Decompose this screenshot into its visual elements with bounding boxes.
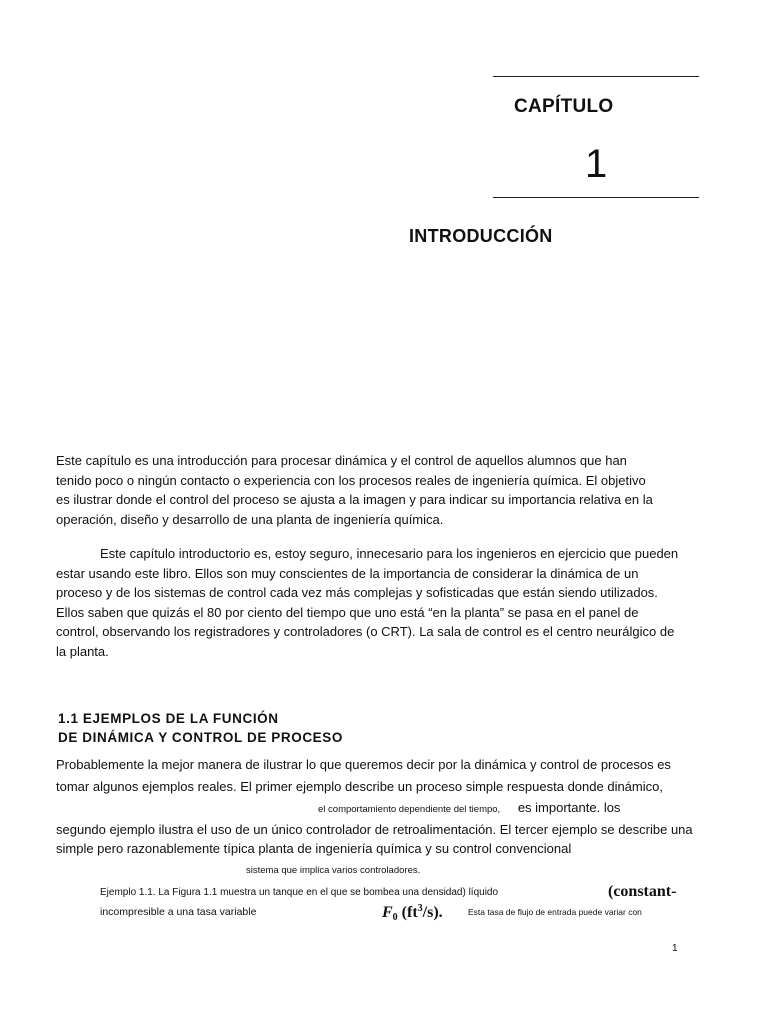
text-line (56, 798, 688, 820)
section-heading-line: 1.1 EJEMPLOS DE LA FUNCIÓN (58, 711, 279, 726)
section-heading-line: DE DINÁMICA Y CONTROL DE PROCESO (58, 730, 343, 745)
text-line: Este capítulo introductorio es, estoy seguro, innecesario para los ingenieros en ejercicio que pueden (100, 546, 679, 561)
chapter-title: INTRODUCCIÓN (409, 226, 553, 246)
text-line: tenido poco o ningún contacto o experiencia con los procesos reales de ingeniería química. El objetivo (56, 472, 646, 488)
text-line: proceso y de los sistemas de control cada vez más complejas y sofisticadas que están siendo utilizados. (56, 585, 658, 600)
text-line: Probablemente la mejor manera de ilustrar lo que queremos decir por la dinámica y control de procesos es (56, 757, 671, 772)
intro-paragraph (56, 451, 688, 529)
flow-formula (382, 903, 443, 923)
text-line: estar usando este libro. Ellos son muy conscientes de la importancia de considerar la dinámica de un (56, 565, 639, 581)
text-line (56, 859, 688, 881)
top-rule (493, 76, 699, 77)
section-paragraph (56, 755, 693, 880)
flow-unit-close: /s). (422, 904, 443, 921)
section-heading (58, 709, 343, 747)
text-line: operación, diseño y desarrollo de una planta de ingeniería química. (56, 511, 444, 527)
small-text: sistema que implica varios controladores. (246, 864, 421, 876)
text-line: control, observando los registradores y controladores (o CRT). La sala de control es el centro neurálgico de (56, 624, 675, 639)
example-text: Ejemplo 1.1. La Figura 1.1 muestra un tanque en el que se bombea una densidad) líquido (100, 887, 499, 898)
text-line: la planta. (56, 643, 109, 659)
chapter-number: 1 (585, 142, 608, 186)
example-line-1 (100, 883, 700, 905)
chapter-label: CAPÍTULO (514, 96, 614, 117)
page-number: 1 (672, 943, 678, 954)
example-constant-text: (constant- (608, 883, 677, 900)
text-fragment: es importante. los (517, 800, 621, 815)
example-line-2 (100, 903, 700, 927)
text-line: es ilustrar donde el control del proceso se ajusta a la imagen y para indicar su importancia relativa en la (56, 492, 653, 507)
second-paragraph (56, 544, 688, 661)
small-text: el comportamiento dependiente del tiempo, (318, 804, 501, 815)
flow-subscript: 0 (392, 912, 398, 923)
flow-unit: (ft (401, 904, 418, 921)
bottom-rule (493, 197, 699, 198)
flow-unit-exponent: 3 (417, 903, 423, 914)
text-line: Ellos saben que quizás el 80 por ciento del tiempo que uno está “en la planta” se pasa en el panel de (56, 604, 639, 620)
text-line: simple pero razonablemente típica planta de ingeniería química y su control convencional (56, 841, 572, 856)
text-line: Este capítulo es una introducción para procesar dinámica y el control de aquellos alumnos que han (56, 453, 627, 468)
flow-symbol: F (382, 904, 393, 921)
example-text: incompresible a una tasa variable (100, 906, 257, 918)
example-text: Esta tasa de flujo de entrada puede variar con (468, 907, 642, 917)
text-line: segundo ejemplo ilustra el uso de un único controlador de retroalimentación. El tercer ejemplo se describe una (56, 821, 693, 837)
text-line: tomar algunos ejemplos reales. El primer ejemplo describe un proceso simple respuesta donde dinámico, (56, 778, 663, 794)
